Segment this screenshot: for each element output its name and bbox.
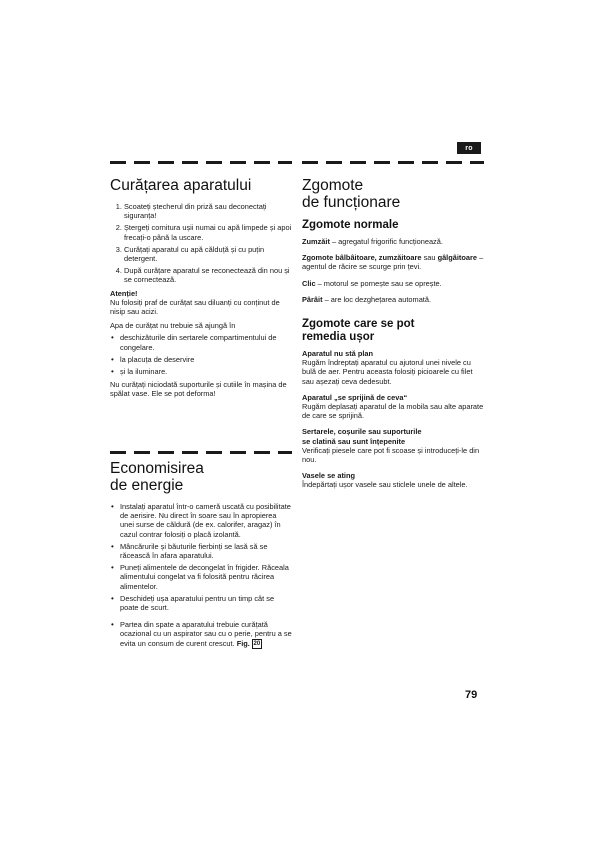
energy-bullet-last bbox=[120, 620, 292, 648]
warning-text: Nu folosiți praf de curățat sau diluanți cu conținut de nisip sau acizi. bbox=[110, 297, 280, 317]
cleaning-step: 2. Ștergeți cornitura ușii numai cu apă limpede și apoi frecați-o până la uscare. bbox=[124, 223, 292, 241]
dishwasher-warning: Nu curățați niciodată suporturile și cutiile în mașina de spălat vase. Ele se pot deforma! bbox=[110, 380, 287, 399]
fixable-noises-title bbox=[302, 318, 484, 344]
noises-title-line2: de funcționare bbox=[302, 194, 401, 211]
section-divider-top-left bbox=[110, 161, 292, 164]
noises-title-line1: Zgomote bbox=[302, 177, 364, 194]
cleaning-steps bbox=[110, 202, 292, 285]
cleaning-step: 1. Scoateți ștecherul din priză sau deconectați siguranța! bbox=[124, 202, 292, 220]
energy-title-line1: Economisirea bbox=[110, 460, 204, 477]
section-divider-energy bbox=[110, 451, 292, 454]
noises-title bbox=[302, 177, 484, 211]
noise-desc: – are loc dezghețarea automată. bbox=[324, 294, 432, 304]
cleaning-step: 3. Curățați aparatul cu apă călduță și cu puțin detergent. bbox=[124, 245, 292, 263]
noise-term: Zumzăit bbox=[302, 237, 330, 246]
fixable-heading-line2: se clatină sau sunt înțepenite bbox=[302, 436, 406, 446]
fixable-text: Verificați piesele care pot fi scoase și introduceți-le din nou. bbox=[302, 445, 480, 465]
noise-desc-pre: sau bbox=[423, 253, 436, 263]
noises-section bbox=[302, 177, 484, 495]
figure-reference: Fig. bbox=[236, 638, 250, 648]
normal-noises-title: Zgomote normale bbox=[302, 219, 399, 231]
noise-item bbox=[302, 237, 484, 246]
energy-bullets bbox=[110, 502, 292, 649]
noise-desc: – motorul se pornește sau se oprește. bbox=[317, 278, 442, 288]
water-intro: Apa de curățat nu trebuie să ajungă în bbox=[110, 321, 236, 331]
noise-item bbox=[302, 279, 484, 288]
cleaning-step: 4. După curățare aparatul se reconectează din nou și se cornectează. bbox=[124, 266, 292, 284]
noise-desc: – agentul de răcire se scurge prin țevi. bbox=[302, 253, 484, 272]
energy-bullet: • Mâncărurile și băuturile fierbinți se lasă să se răcească în afara aparatului. bbox=[120, 542, 292, 560]
language-badge: ro bbox=[457, 142, 481, 154]
energy-bullet-text: Partea din spate a aparatului trebuie curățată ocazional cu un aspirator sau cu o perie, pentru a se evita un consum de curent crescut. bbox=[120, 620, 292, 648]
energy-title-line2: de energie bbox=[110, 477, 184, 494]
fixable-title-line2: remedia ușor bbox=[302, 331, 375, 344]
noise-term: Pârâit bbox=[302, 294, 323, 304]
page-number: 79 bbox=[465, 689, 478, 701]
section-divider-top-right bbox=[302, 161, 484, 164]
water-bullets bbox=[110, 333, 292, 376]
fixable-heading: Aparatul „se sprijină de ceva“ bbox=[302, 392, 408, 402]
water-bullet: • deschizăturile din sertarele compartimentului de congelare. bbox=[120, 333, 292, 351]
noise-term: Zgomote bâlbâitoare, zumzăitoare bbox=[302, 253, 422, 263]
water-bullet: • și la iluminare. bbox=[120, 367, 292, 376]
fixable-heading bbox=[302, 427, 484, 445]
noise-desc: – agregatul frigorific funcționează. bbox=[331, 237, 443, 246]
energy-bullet: • Instalați aparatul într-o cameră uscată cu posibilitate de aerisire. Nu direct în soare sau în apropierea unei surse de căldură (de ex. calorifer, aragaz) în cazul contrar folosiți o placă izolantă. bbox=[120, 502, 292, 539]
noise-item bbox=[302, 253, 484, 271]
fixable-heading: Vasele se ating bbox=[302, 471, 355, 481]
energy-bullet: • Deschideți ușa aparatului pentru un timp cât se poate de scurt. bbox=[120, 594, 292, 612]
noise-item bbox=[302, 295, 484, 304]
fixable-text: Rugăm deplasați aparatul de la mobila sau alte aparate de care se sprijină. bbox=[302, 402, 484, 421]
fixable-title-line1: Zgomote care se pot bbox=[302, 318, 415, 331]
cleaning-title: Curățarea aparatului bbox=[110, 177, 252, 194]
water-bullet: • la placuța de deservire bbox=[120, 355, 292, 364]
fixable-heading: Aparatul nu stă plan bbox=[302, 349, 374, 359]
energy-title bbox=[110, 460, 292, 494]
fixable-text: Îndepărtați ușor vasele sau sticlele unele de altele. bbox=[302, 480, 468, 490]
figure-number-badge: 20 bbox=[253, 640, 261, 647]
fixable-heading-line1: Sertarele, coșurile sau suporturile bbox=[302, 427, 422, 437]
fixable-text: Rugăm îndreptați aparatul cu ajutorul unei nivele cu bulă de aer. Pentru aceasta folosiți picioarele cu filet sau așezați ceva dedesubt. bbox=[302, 358, 473, 386]
warning-title: Atenție! bbox=[110, 288, 138, 298]
energy-section bbox=[110, 460, 292, 653]
cleaning-section bbox=[110, 177, 292, 404]
noise-term-2: gâlgâitoare bbox=[437, 253, 477, 263]
noise-term: Clic bbox=[302, 278, 316, 288]
energy-bullet: • Puneți alimentele de decongelat în frigider. Răceala alimentului congelat va fi folosită pentru răcirea alimentelor. bbox=[120, 563, 292, 591]
